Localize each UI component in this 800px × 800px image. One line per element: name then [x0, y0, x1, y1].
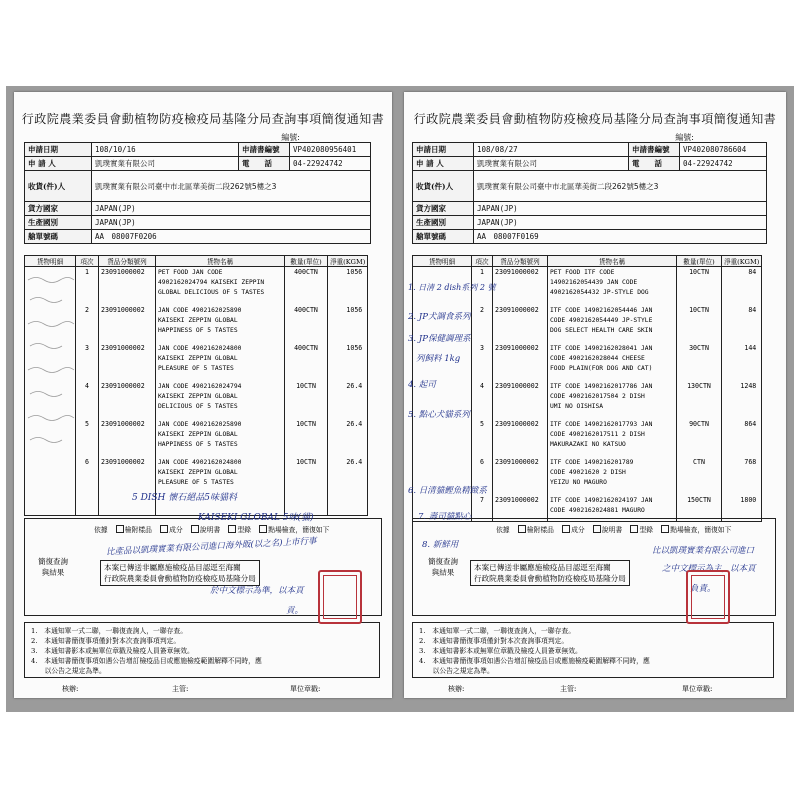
- row-quantity: 10CTN: [677, 267, 722, 306]
- application-number-label: 申請書編號: [629, 143, 680, 157]
- document-title: 行政院農業委員會動植物防疫檢疫局基隆分局查詢事項簡復通知書: [21, 112, 385, 126]
- applicant-value: 凱璞實業有限公司: [474, 157, 629, 171]
- row-code: 23091000002: [493, 457, 548, 495]
- col-weight: 淨重(KGM): [722, 256, 762, 267]
- col-qty: 數量(單位): [677, 256, 722, 267]
- checkbox-manual-label: 說明書: [601, 526, 623, 534]
- row-quantity: 150CTN: [677, 495, 722, 522]
- row-item: 4: [76, 381, 99, 419]
- basis-label: 依據: [94, 526, 108, 534]
- checkbox-catalog-label: 型錄: [237, 526, 252, 534]
- bill-number-label: 艙單號碼: [413, 230, 474, 244]
- row-code: 23091000002: [99, 419, 156, 457]
- footer-supervisor: 主管:: [560, 685, 577, 693]
- handwriting-note: 6. 日清貓鰹魚精緻系: [408, 486, 487, 496]
- row-weight: 26.4: [328, 419, 368, 457]
- row-description: ITF CODE 14902162024197 JAN CODE 4902162024881 MAGURO: [548, 495, 677, 522]
- row-description: JAN CODE 4902162024794 KAISEKI ZEPPIN GLOBAL DELICIOUS OF 5 TASTES: [156, 381, 285, 419]
- row-code: 23091000002: [99, 267, 156, 306]
- checkbox-sample-label: 檢附樣品: [526, 526, 554, 534]
- row-description: ITF CODE 14902162028041 JAN CODE 4902162028044 CHEESE FOOD PLAIN(FOR DOG AND CAT): [548, 343, 677, 381]
- result-stamp-line: 本案已傳送非屬應施檢疫品目認逕至海關: [474, 563, 611, 572]
- goods-table: [412, 255, 762, 522]
- row-item: 3: [472, 343, 493, 381]
- applicant-label: 申 請 人: [413, 157, 474, 171]
- col-weight: 淨重(KGM): [328, 256, 368, 267]
- handwriting-note: 貢。: [286, 606, 304, 616]
- row-item: 6: [76, 457, 99, 516]
- row-quantity: 400CTN: [285, 267, 328, 306]
- row-description: PET FOOD ITF CODE 14902162054439 JAN CODE 4902162054432 JP-STYLE DOG: [548, 267, 677, 306]
- handwriting-note: 5 DISH 懷石絕品5味貓料: [132, 493, 237, 503]
- phone-value: 04-22924742: [680, 157, 767, 171]
- col-name: 貨物名稱: [548, 256, 677, 267]
- checkbox-onsite-label: 點場檢查，簡復如下: [670, 526, 732, 534]
- row-quantity: 90CTN: [677, 419, 722, 457]
- row-code: 23091000002: [493, 267, 548, 306]
- document-title: 行政院農業委員會動植物防疫檢疫局基隆分局查詢事項簡復通知書: [413, 112, 777, 126]
- row-code: 23091000002: [99, 381, 156, 419]
- applicant-value: 凱璞實業有限公司: [92, 157, 239, 171]
- handwriting-note: 列飼料 1kg: [416, 354, 461, 364]
- document-number-label: 編號:: [281, 133, 300, 142]
- checkbox-catalog-label: 型錄: [639, 526, 654, 534]
- footer-seal-label: 單位章戳:: [682, 685, 713, 693]
- row-code: 23091000002: [493, 419, 548, 457]
- row-code: 23091000002: [493, 495, 548, 522]
- note-line: 1. 本通知單一式二聯，一聯復查詢人，一聯存查。: [31, 627, 188, 635]
- row-description: JAN CODE 4902162025890 KAISEKI ZEPPIN GLOBAL HAPPINESS OF 5 TASTES: [156, 305, 285, 343]
- row-weight: 144: [722, 343, 762, 381]
- handwriting-note: 7. 壽司貓點心: [418, 512, 472, 522]
- consignee-value: 凱璞實業有限公司臺中市北區華美街二段262號5樓之3: [474, 171, 767, 202]
- bill-number-label: 艙單號碼: [25, 230, 92, 244]
- note-line: 2. 本通知書簡復事項僅針對本次查詢事項判定。: [419, 637, 569, 645]
- row-quantity: 400CTN: [285, 343, 328, 381]
- row-description: ITF CODE 1490216201789 CODE 49021620 2 DISH YEIZU NO MAGURO: [548, 457, 677, 495]
- handwriting-note: 1. 日清 2 dish系列 2 號: [408, 283, 496, 292]
- row-quantity: 130CTN: [677, 381, 722, 419]
- row-description: ITF CODE 14902162017793 JAN CODE 4902162017511 2 DISH MAKURAZAKI NO KATSUO: [548, 419, 677, 457]
- producer-country-label: 生產國別: [413, 216, 474, 230]
- handwriting-note: 比以凱璞實業有限公司進口: [652, 546, 755, 556]
- row-item: 2: [76, 305, 99, 343]
- note-line: 4. 本通知書簡復事項如遇公告增訂檢疫品目或應施檢疫範圍解釋不同時，應: [31, 657, 262, 665]
- note-line: 1. 本通知單一式二聯，一聯復查詢人，一聯存查。: [419, 627, 576, 635]
- row-description: PET FOOD JAN CODE 4902162024794 KAISEKI ZEPPIN GLOBAL DELICIOUS OF 5 TASTES: [156, 267, 285, 306]
- row-code: 23091000002: [493, 305, 548, 343]
- handwriting-note: 於中文標示為準，以本頁: [210, 586, 304, 596]
- result-stamp: [470, 560, 630, 586]
- apply-date-value: 108/10/16: [92, 143, 239, 157]
- official-seal: [318, 570, 362, 624]
- phone-label: 電 話: [629, 157, 680, 171]
- col-qty: 數量(單位): [285, 256, 328, 267]
- checkbox-sample-label: 檢附樣品: [124, 526, 152, 534]
- margin-scribbles: [26, 268, 76, 468]
- row-description: JAN CODE 4902162024800 KAISEKI ZEPPIN GLOBAL PLEASURE OF 5 TASTES: [156, 457, 285, 516]
- row-code: 23091000002: [99, 305, 156, 343]
- handwriting-note: KAISEKI GLOBAL 5味(貓): [198, 513, 314, 523]
- col-item: 項次: [76, 256, 99, 267]
- row-weight: 1056: [328, 343, 368, 381]
- result-stamp-line: 本案已傳送非屬應施檢疫品目認逕至海關: [104, 563, 241, 572]
- apply-date-label: 申請日期: [413, 143, 474, 157]
- consignee-label: 收貨(件)人: [25, 171, 92, 202]
- row-item: 5: [76, 419, 99, 457]
- handwriting-note: 4. 起司: [408, 380, 436, 390]
- row-quantity: CTN: [677, 457, 722, 495]
- row-code: 23091000002: [493, 343, 548, 381]
- row-description: JAN CODE 4902162024800 KAISEKI ZEPPIN GLOBAL PLEASURE OF 5 TASTES: [156, 343, 285, 381]
- col-code: 貨品分類號列: [493, 256, 548, 267]
- consignee-label: 收貨(件)人: [413, 171, 474, 202]
- table-row: [413, 343, 762, 381]
- row-description: JAN CODE 4902162025890 KAISEKI ZEPPIN GLOBAL HAPPINESS OF 5 TASTES: [156, 419, 285, 457]
- result-label: 簡復查詢 與結果: [428, 557, 458, 577]
- notes-box: [412, 622, 774, 678]
- official-seal: [686, 570, 730, 624]
- row-description: ITF CODE 14902162054446 JAN CODE 4902162054449 JP-STYLE DOG SELECT HEALTH CARE SKIN: [548, 305, 677, 343]
- bill-number-value: AA 08007F0169: [474, 230, 767, 244]
- producer-country-value: JAPAN(JP): [92, 216, 371, 230]
- col-name: 貨物名稱: [156, 256, 285, 267]
- col-code: 貨品分類號列: [99, 256, 156, 267]
- basis-label: 依據: [496, 526, 510, 534]
- producer-country-value: JAPAN(JP): [474, 216, 767, 230]
- row-item: 1: [472, 267, 493, 306]
- row-weight: 1056: [328, 267, 368, 306]
- note-line: 3. 本通知書影本或無單位章戳及檢疫人員簽章無效。: [419, 647, 582, 655]
- row-item: 5: [472, 419, 493, 457]
- table-row: [413, 419, 762, 457]
- row-quantity: 10CTN: [285, 457, 328, 516]
- checkbox-ingredients-label: 成分: [571, 526, 585, 534]
- row-quantity: 10CTN: [677, 305, 722, 343]
- result-stamp-line: 行政院農業委員會動植物防疫檢疫局基隆分局: [104, 574, 256, 583]
- handwriting-note: 之中文標示為主，以本頁: [662, 564, 756, 574]
- phone-label: 電 話: [239, 157, 290, 171]
- row-description: ITF CODE 14902162017786 JAN CODE 4902162017504 2 DISH UMI NO OISHISA: [548, 381, 677, 419]
- row-weight: 84: [722, 305, 762, 343]
- handwriting-note: 5. 點心犬貓系列: [408, 410, 470, 420]
- row-item: 6: [472, 457, 493, 495]
- row-item: 1: [76, 267, 99, 306]
- handwriting-note: 負責。: [690, 584, 716, 594]
- consignee-value: 凱璞實業有限公司臺中市北區華美街二段262號5樓之3: [92, 171, 371, 202]
- notes-box: [24, 622, 380, 678]
- result-stamp: [100, 560, 260, 586]
- checkbox-ingredients-label: 成分: [169, 526, 183, 534]
- notice-sheet-left: [14, 92, 392, 698]
- row-weight: 864: [722, 419, 762, 457]
- application-number-value: VP402080786604: [680, 143, 767, 157]
- handwriting-note: 3. JP保健調理系: [408, 334, 471, 344]
- footer-seal-label: 單位章戳:: [290, 685, 321, 693]
- result-label: 簡復查詢 與結果: [38, 557, 68, 577]
- note-line: 3. 本通知書影本或無單位章戳及檢疫人員簽章無效。: [31, 647, 194, 655]
- row-quantity: 10CTN: [285, 419, 328, 457]
- checkbox-manual-label: 說明書: [199, 526, 221, 534]
- footer-supervisor: 主管:: [172, 685, 189, 693]
- row-weight: 84: [722, 267, 762, 306]
- row-weight: 1800: [722, 495, 762, 522]
- origin-country-label: 貨方國家: [25, 202, 92, 216]
- note-line: 以公告之規定為準。: [419, 667, 494, 675]
- document-number-label: 編號:: [675, 133, 694, 142]
- col-item: 項次: [472, 256, 493, 267]
- row-code: 23091000002: [99, 343, 156, 381]
- row-weight: 1056: [328, 305, 368, 343]
- row-code: 23091000002: [493, 381, 548, 419]
- header-table: [412, 142, 767, 244]
- row-weight: 1248: [722, 381, 762, 419]
- origin-country-value: JAPAN(JP): [92, 202, 371, 216]
- origin-country-value: JAPAN(JP): [474, 202, 767, 216]
- note-line: 以公告之規定為準。: [31, 667, 106, 675]
- notice-sheet-right: [404, 92, 786, 698]
- handwriting-note: 8. 新鮮用: [422, 540, 459, 550]
- row-quantity: 400CTN: [285, 305, 328, 343]
- note-line: 2. 本通知書簡復事項僅針對本次查詢事項判定。: [31, 637, 181, 645]
- row-weight: 768: [722, 457, 762, 495]
- note-line: 4. 本通知書簡復事項如遇公告增訂檢疫品目或應施檢疫範圍解釋不同時，應: [419, 657, 650, 665]
- apply-date-label: 申請日期: [25, 143, 92, 157]
- row-item: 4: [472, 381, 493, 419]
- handwriting-note: 比產品以凱璞實業有限公司進口海外販(以之名)上市行事: [105, 536, 317, 558]
- footer-officer: 核辦:: [448, 685, 465, 693]
- handwriting-note: 2. JP犬調食系列: [408, 312, 471, 322]
- row-weight: 26.4: [328, 457, 368, 516]
- row-item: 7: [472, 495, 493, 522]
- row-weight: 26.4: [328, 381, 368, 419]
- phone-value: 04-22924742: [290, 157, 371, 171]
- row-code: 23091000002: [99, 457, 156, 516]
- origin-country-label: 貨方國家: [413, 202, 474, 216]
- application-number-value: VP402080956401: [290, 143, 371, 157]
- footer-officer: 核辦:: [62, 685, 79, 693]
- bill-number-value: AA 08007F0206: [92, 230, 371, 244]
- result-stamp-line: 行政院農業委員會動植物防疫檢疫局基隆分局: [474, 574, 626, 583]
- row-quantity: 10CTN: [285, 381, 328, 419]
- row-item: 3: [76, 343, 99, 381]
- checkbox-onsite-label: 點場檢查，簡復如下: [268, 526, 330, 534]
- col-mark: 貨物明細: [413, 256, 472, 267]
- producer-country-label: 生產國別: [25, 216, 92, 230]
- row-item: 2: [472, 305, 493, 343]
- header-table: [24, 142, 371, 244]
- applicant-label: 申 請 人: [25, 157, 92, 171]
- col-mark: 貨物明細: [25, 256, 76, 267]
- application-number-label: 申請書編號: [239, 143, 290, 157]
- row-quantity: 30CTN: [677, 343, 722, 381]
- apply-date-value: 108/08/27: [474, 143, 629, 157]
